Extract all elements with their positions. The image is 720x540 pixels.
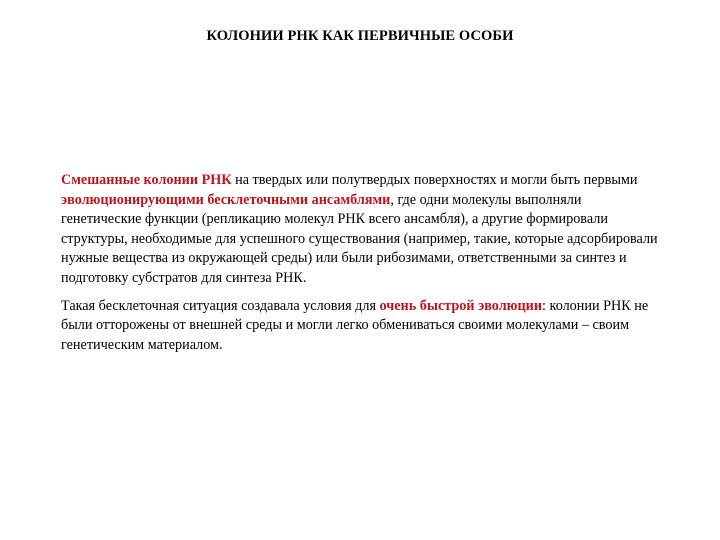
paragraph-1-text-b: , где одни молекулы выполняли генетические функции (репликацию молекул РНК всего ансамбля), а другие формировали структуры, необходимые для успешного существования (например, такие, которые адсорбировали нужные вещества из окружающей среды) или были рибозимами, ответственными за синтез и подготовку субстратов для синтеза РНК.	[61, 191, 658, 286]
paragraph-2-text-a: Такая бесклеточная ситуация создавала условия для	[61, 297, 380, 314]
slide-body	[61, 171, 661, 355]
paragraph-1-text-a: на твердых или полутвердых поверхностях и могли быть первыми	[231, 172, 638, 188]
highlight-evolving-ensembles: эволюционирующими бесклеточными ансамблями	[61, 191, 391, 208]
paragraph-2-text-b: : колонии РНК не были отторожены от внешней среды и могли легко обмениваться своими молекулами – своим генетическим материалом.	[61, 297, 649, 353]
highlight-mixed-colonies: Смешанные колонии РНК	[61, 172, 232, 188]
paragraph-2	[61, 297, 661, 356]
slide-title: КОЛОНИИ РНК КАК ПЕРВИЧНЫЕ ОСОБИ	[206, 28, 514, 44]
highlight-fast-evolution: очень быстрой эволюции	[379, 297, 543, 314]
paragraph-1	[61, 171, 661, 289]
